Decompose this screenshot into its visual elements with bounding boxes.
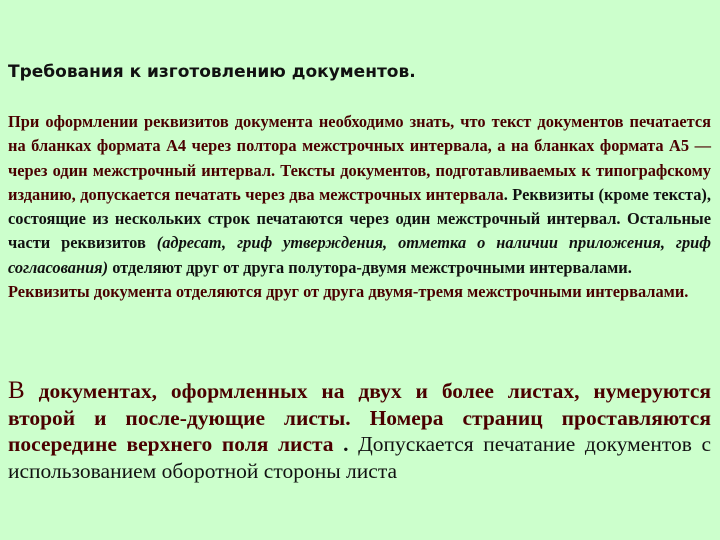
requirements-paragraph	[8, 110, 711, 304]
paragraph1-part2: . Реквизиты (кроме текста), состоящие из нескольких строк печатаются через один межстрочный интервал. Остальные части реквизитов	[8, 184, 711, 253]
paragraph2-dot: .	[333, 432, 349, 456]
paragraph2-lead: В	[8, 377, 25, 404]
pages-paragraph	[8, 378, 711, 484]
paragraph1-part3: отделяют друг от друга полутора-двумя межстрочными интервалами.	[108, 257, 632, 277]
paragraph1-part1: При оформлении реквизитов документа необходимо знать, что текст документов печатается на бланках формата А4 через полтора межстрочных интервала, а на бланках формата А5 — через один межстрочный интервал. Тексты документов, подготавливаемых к типографскому изданию, допускается печатать через два межстрочных интервала	[8, 112, 711, 204]
paragraph1-sentence2: Реквизиты документа отделяются друг от друга двумя-тремя межстрочными интервалами.	[8, 282, 689, 302]
page-title: Требования к изготовлению документов.	[8, 62, 416, 82]
paragraph2-tail: Допускается печатание документов с использованием оборотной стороны листа	[8, 432, 711, 483]
paragraph1-italic: (адресат, гриф утверждения, отметка о наличии приложения, гриф согласования)	[8, 233, 711, 277]
paragraph2-bold: документах, оформленных на двух и более листах, нумеруются второй и после-дующие листы. Номера страниц проставляются посередине верхнего поля листа	[8, 379, 711, 456]
